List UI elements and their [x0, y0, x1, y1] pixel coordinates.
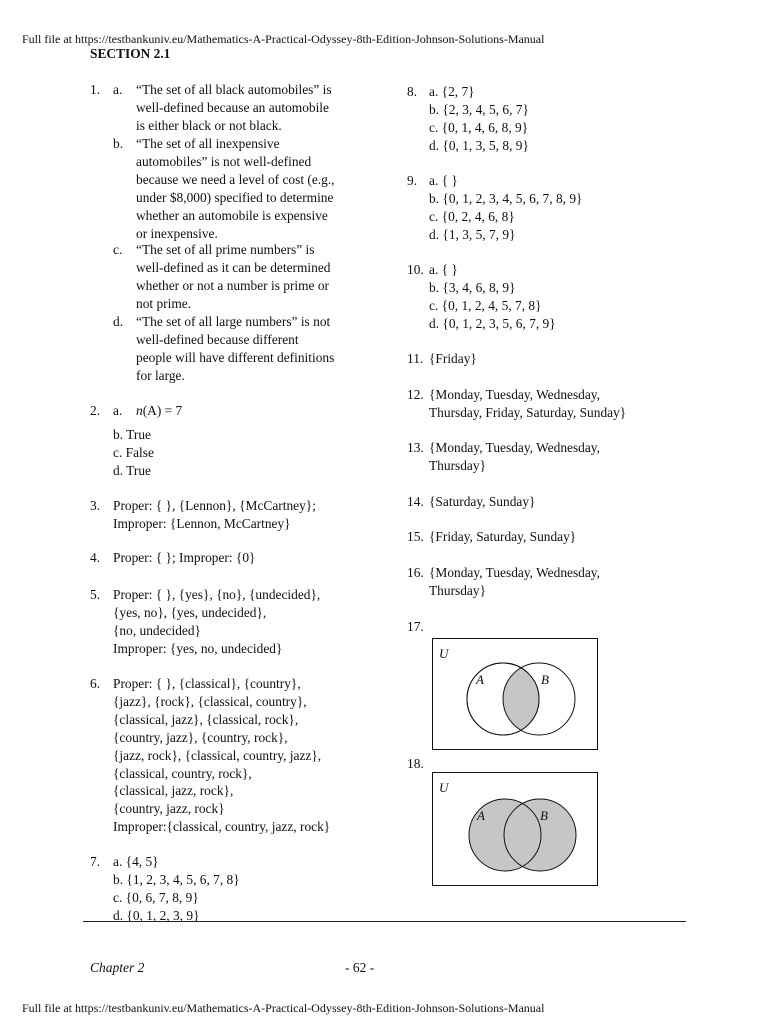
q1d-text: “The set of all large numbers” is not well-defined because different people will have different definitions for large. [136, 314, 335, 383]
q15-number: 15. [407, 529, 424, 544]
q11-text: {Friday} [429, 351, 477, 366]
q5-number: 5. [90, 587, 101, 602]
q17-venn-diagram [432, 638, 598, 750]
q9-text: a. { } b. {0, 1, 2, 3, 4, 5, 6, 7, 8, 9} c. {0, 2, 4, 6, 8} d. {1, 3, 5, 7, 9} [429, 173, 583, 242]
q10-text: a. { } b. {3, 4, 6, 8, 9} c. {0, 1, 2, 4, 5, 7, 8} d. {0, 1, 2, 3, 5, 6, 7, 9} [429, 262, 556, 331]
footer-page-number: - 62 - [345, 960, 375, 975]
q1a-label: a. [113, 82, 123, 97]
q2a-label: a. [113, 403, 123, 418]
q1b-text: “The set of all inexpensive automobiles” is not well-defined because we need a level of cost (e.g., under $8,000) specified to determine whether an automobile is expensive or inexpensive. [136, 136, 335, 241]
q15-text: {Friday, Saturday, Sunday} [429, 529, 577, 544]
q12-number: 12. [407, 387, 424, 402]
q16-text: {Monday, Tuesday, Wednesday, Thursday} [429, 565, 600, 598]
q3-number: 3. [90, 498, 101, 513]
q17-venn-svg [433, 639, 597, 749]
q8-number: 8. [407, 84, 418, 99]
q1c-text: “The set of all prime numbers” is well-defined as it can be determined whether or not a number is prime or not prime. [136, 242, 331, 311]
footer-chapter: Chapter 2 [90, 960, 145, 975]
q1b-label: b. [113, 136, 124, 151]
q12-text: {Monday, Tuesday, Wednesday, Thursday, Friday, Saturday, Sunday} [429, 387, 627, 420]
header-link[interactable]: Full file at https://testbankuniv.eu/Mathematics-A-Practical-Odyssey-8th-Edition-Johnson-Solutions-Manual [22, 32, 545, 46]
footer-link[interactable]: Full file at https://testbankuniv.eu/Mathematics-A-Practical-Odyssey-8th-Edition-Johnson-Solutions-Manual [22, 1001, 545, 1015]
q18-set-b-label: B [540, 808, 548, 823]
q10-number: 10. [407, 262, 424, 277]
footer-rule [83, 921, 686, 922]
q1-number: 1. [90, 82, 101, 97]
q14-number: 14. [407, 494, 424, 509]
q17-universe-label: U [439, 646, 449, 661]
q17-set-b-label: B [541, 672, 549, 687]
q1d-label: d. [113, 314, 124, 329]
q13-text: {Monday, Tuesday, Wednesday, Thursday} [429, 440, 600, 473]
q2-answers: b. True c. False d. True [113, 427, 154, 478]
q18-universe-label: U [439, 780, 449, 795]
q13-number: 13. [407, 440, 424, 455]
q4-number: 4. [90, 550, 101, 565]
q16-number: 16. [407, 565, 424, 580]
q17-number: 17. [407, 619, 424, 634]
q2-number: 2. [90, 403, 101, 418]
q8-text: a. {2, 7} b. {2, 3, 4, 5, 6, 7} c. {0, 1, 4, 6, 8, 9} d. {0, 1, 3, 5, 8, 9} [429, 84, 529, 153]
q18-venn-diagram [432, 772, 598, 886]
q1a-text: “The set of all black automobiles” is well-defined because an automobile is either black or not black. [136, 82, 332, 133]
q9-number: 9. [407, 173, 418, 188]
q14-text: {Saturday, Sunday} [429, 494, 536, 509]
q17-set-a-label: A [476, 672, 484, 687]
q18-set-a-label: A [477, 808, 485, 823]
q18-number: 18. [407, 756, 424, 771]
q2a-equation: n(A) = 7 [136, 403, 183, 418]
q1c-label: c. [113, 242, 123, 257]
q4-text: Proper: { }; Improper: {0} [113, 550, 256, 565]
q11-number: 11. [407, 351, 424, 366]
q6-number: 6. [90, 676, 101, 691]
q7-text: a. {4, 5} b. {1, 2, 3, 4, 5, 6, 7, 8} c. {0, 6, 7, 8, 9} d. {0, 1, 2, 3, 9} [113, 854, 240, 923]
q3-text: Proper: { }, {Lennon}, {McCartney}; Improper: {Lennon, McCartney} [113, 498, 316, 531]
q7-number: 7. [90, 854, 101, 869]
q6-text: Proper: { }, {classical}, {country}, {jazz}, {rock}, {classical, country}, {classical, jazz}, {classical, rock}, {country, jazz}, {country, rock}, {jazz, rock}, {classical, country, jazz}, {classical, country, rock}, {classical, jazz, rock}, {country, jazz, rock} Improper:{classical, country, jazz, rock} [113, 676, 331, 835]
section-title: SECTION 2.1 [90, 46, 171, 61]
q18-union-shade [469, 799, 576, 871]
q5-text: Proper: { }, {yes}, {no}, {undecided}, {yes, no}, {yes, undecided}, {no, undecided} Improper: {yes, no, undecided} [113, 587, 321, 656]
q18-venn-svg [433, 773, 597, 885]
